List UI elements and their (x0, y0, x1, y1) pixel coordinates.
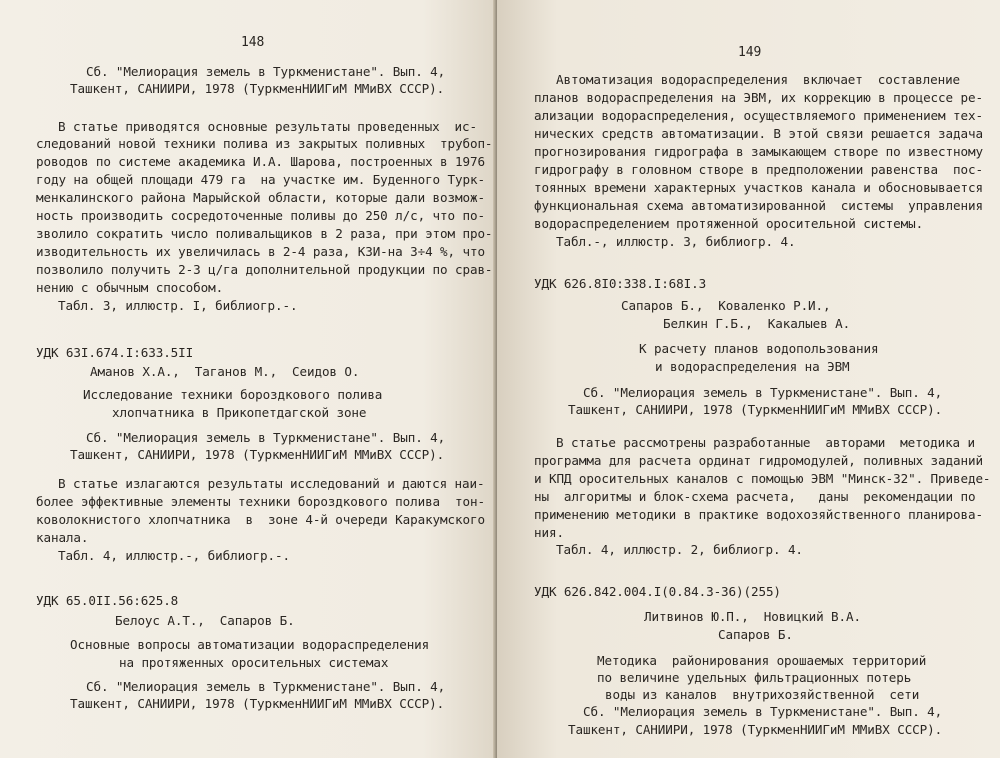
table-ref: Табл. 3, иллюстр. I, библиогр.-. (58, 298, 298, 313)
abstract-line: Автоматизация водораспределения включает составление (556, 72, 961, 87)
article-title: и водораспределения на ЭВМ (655, 359, 850, 374)
source-line: Ташкент, САНИИРИ, 1978 (ТуркменНИИГиМ ММиВХ СССР). (568, 402, 943, 417)
abstract-line: более эффективные элементы техники бороздкового полива тон- (36, 494, 485, 509)
abstract-line: позволило получить 2-3 ц/га дополнительной продукции по срав- (36, 262, 493, 277)
page-number: 149 (738, 45, 762, 60)
abstract-line: изводительность их увеличилась в 2-4 раза, КЗИ-на 3÷4 %, что (36, 244, 485, 259)
udk-code: УДК 63I.674.I:633.5II (36, 345, 194, 360)
authors: Литвинов Ю.П., Новицкий В.А. (644, 609, 861, 624)
source-line: Ташкент, САНИИРИ, 1978 (ТуркменНИИГиМ ММиВХ СССР). (70, 81, 445, 96)
abstract-line: нению с обычным способом. (36, 280, 224, 295)
abstract-line: программа для расчета ординат гидромодулей, поливных заданий (534, 453, 983, 468)
authors: Сапаров Б. (718, 627, 793, 642)
abstract-line: следований новой техники полива из закрытых поливных трубоп- (36, 136, 493, 151)
abstract-line: и КПД оросительных каналов с помощью ЭВМ "Минск-32". Приведе- (534, 471, 991, 486)
table-ref: Табл. 4, иллюстр. 2, библиогр. 4. (556, 542, 803, 557)
abstract-line: ализации водораспределения, осуществляемого применением тех- (534, 108, 983, 123)
abstract-line: функциональная схема автоматизированной системы управления (534, 198, 983, 213)
abstract-line: В статье излагаются результаты исследований и даются наи- (58, 476, 485, 491)
abstract-line: ния. (534, 525, 564, 540)
authors: Сапаров Б., Коваленко Р.И., (621, 298, 831, 313)
abstract-line: ны алгоритмы и блок-схема расчета, даны рекомендации по (534, 489, 976, 504)
authors: Аманов Х.А., Таганов М., Сеидов О. (90, 364, 360, 379)
udk-code: УДК 65.0II.56:625.8 (36, 593, 179, 608)
abstract-line: применению методики в практике водохозяйственного планирова- (534, 507, 983, 522)
abstract-line: планов водораспределения на ЭВМ, их коррекцию в процессе ре- (534, 90, 983, 105)
abstract-line: водораспределением протяженной оросительной системы. (534, 216, 924, 231)
abstract-line: менкалинского района Марыйской области, которые дали возмож- (36, 190, 485, 205)
source-line: Ташкент, САНИИРИ, 1978 (ТуркменНИИГиМ ММиВХ СССР). (70, 447, 445, 462)
article-title: Методика районирования орошаемых территорий (597, 653, 927, 668)
source-line: Сб. "Мелиорация земель в Туркменистане". Вып. 4, (86, 679, 446, 694)
abstract-line: нических средств автоматизации. В этой связи решается задача (534, 126, 983, 141)
right-page (497, 0, 1000, 758)
abstract-line: прогнозирования гидрографа в замыкающем створе по известному (534, 144, 983, 159)
abstract-line: канала. (36, 530, 89, 545)
article-title: на протяженных оросительных системах (119, 655, 389, 670)
page-number: 148 (241, 35, 265, 50)
article-title: хлопчатника в Прикопетдагской зоне (112, 405, 367, 420)
source-line: Сб. "Мелиорация земель в Туркменистане". Вып. 4, (86, 64, 446, 79)
udk-code: УДК 626.842.004.I(0.84.3-36)(255) (534, 584, 781, 599)
article-title: К расчету планов водопользования (639, 341, 879, 356)
article-title: Основные вопросы автоматизации водораспределения (70, 637, 430, 652)
article-title: Исследование техники бороздкового полива (83, 387, 383, 402)
source-line: Сб. "Мелиорация земель в Туркменистане". Вып. 4, (86, 430, 446, 445)
source-line: Сб. "Мелиорация земель в Туркменистане". Вып. 4, (583, 385, 943, 400)
abstract-line: зволило сократить число поливальщиков в 2 раза, при этом про- (36, 226, 493, 241)
table-ref: Табл.-, иллюстр. 3, библиогр. 4. (556, 234, 796, 249)
authors: Белоус А.Т., Сапаров Б. (115, 613, 295, 628)
article-title: по величине удельных фильтрационных потерь (597, 670, 912, 685)
abstract-line: тоянных времени характерных участков канала и обосновывается (534, 180, 983, 195)
abstract-line: В статье рассмотрены разработанные авторами методика и (556, 435, 975, 450)
authors: Белкин Г.Б., Какалыев А. (663, 316, 851, 331)
source-line: Ташкент, САНИИРИ, 1978 (ТуркменНИИГиМ ММиВХ СССР). (70, 696, 445, 711)
article-title: воды из каналов внутрихозяйственной сети (605, 687, 920, 702)
source-line: Сб. "Мелиорация земель в Туркменистане". Вып. 4, (583, 704, 943, 719)
abstract-line: гидрографу в головном створе в предположении равенства пос- (534, 162, 983, 177)
abstract-line: году на общей площади 479 га на участке им. Буденного Турк- (36, 172, 485, 187)
abstract-line: коволокнистого хлопчатника в зоне 4-й очереди Каракумского (36, 512, 485, 527)
table-ref: Табл. 4, иллюстр.-, библиогр.-. (58, 548, 290, 563)
abstract-line: В статье приводятся основные результаты проведенных ис- (58, 119, 477, 134)
abstract-line: роводов по системе академика И.А. Шарова, построенных в 1976 (36, 154, 485, 169)
left-page (0, 0, 497, 758)
udk-code: УДК 626.8I0:338.I:68I.3 (534, 276, 707, 291)
source-line: Ташкент, САНИИРИ, 1978 (ТуркменНИИГиМ ММиВХ СССР). (568, 722, 943, 737)
abstract-line: ность производить сосредоточенные поливы до 250 л/с, что по- (36, 208, 485, 223)
